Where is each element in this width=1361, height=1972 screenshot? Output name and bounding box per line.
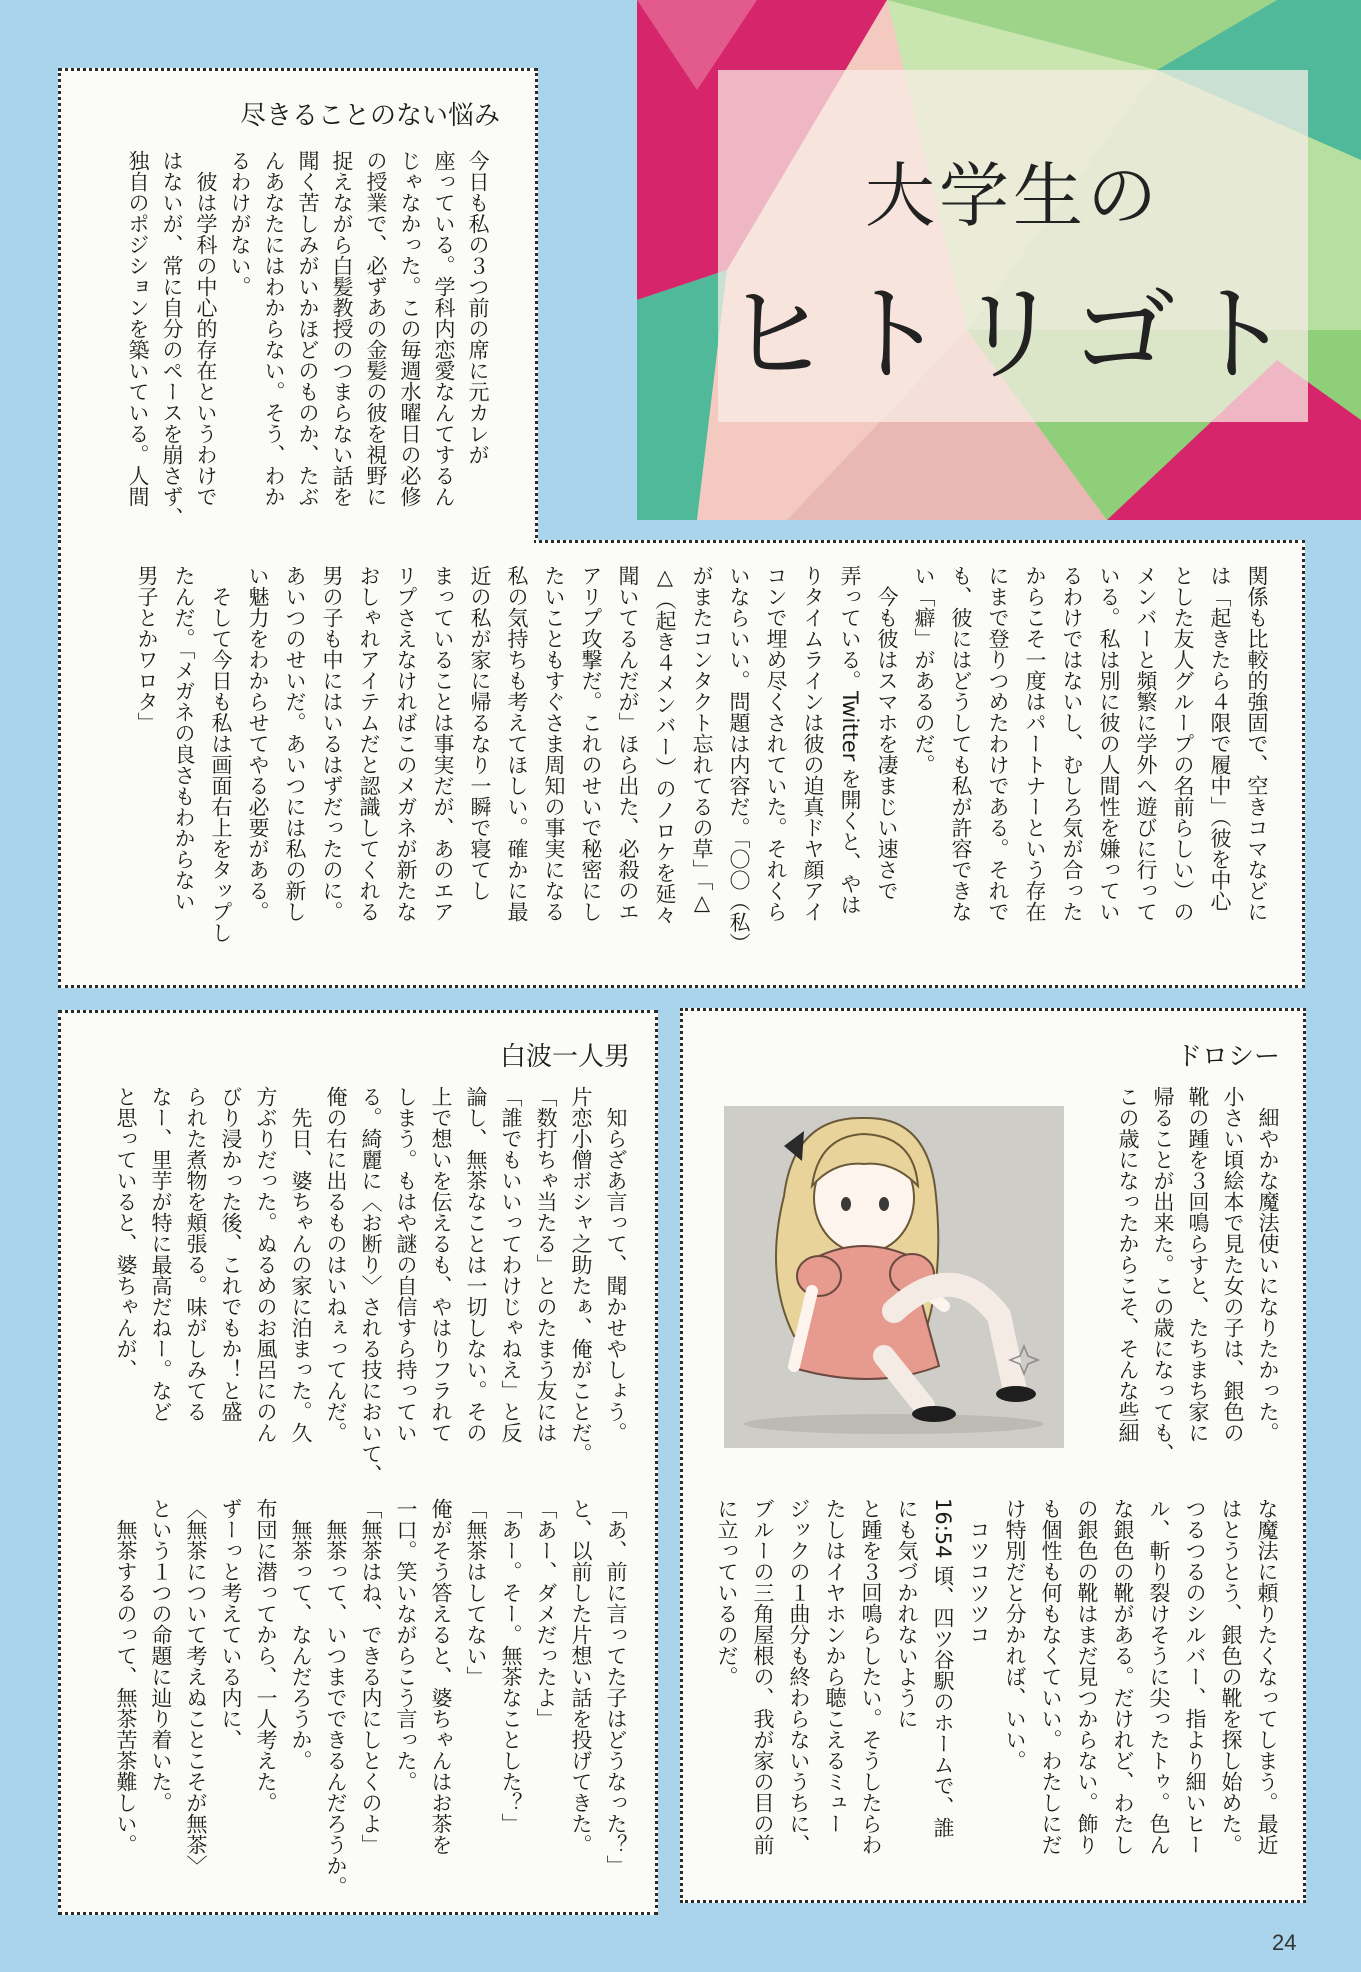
article3-body-bottom: な魔法に頼りたくなってしまう。最近 はとうとう、銀色の靴を探し始めた。 つるつるのシルバー、指より細いヒー ル、斬り裂けそうに尖ったトゥ。色ん な銀色の靴がある。だけれど、わたし の銀色の靴はまだ見つからない。飾り も個性も何もなくていい。わたしにだ け特別だと分かれば、いい。 コツコツツコ 16:54 頃、四ツ谷駅のホームで、誰 にも気づかれないように と踵を３回鳴らしたい。そうしたらわ たしはイヤホンから聴こえるミュー ジックの１曲分も終わらないうちに、 ブルーの三角屋根の、我が家の目の前 に立っているのだ。 [715,1498,1279,1855]
article3-byline: ドロシー [1175,1042,1280,1072]
article2-body-bottom: 「あ、前に言ってた子はどうなった？」 と、以前した片想い話を投げてきた。 「あー、ダメだったよ」 「あー。そー。無茶なことした？」 「無茶はしてない」 俺がそう答えると、婆ちゃんはお茶を 一口。笑いながらこう言った。 「無茶はね、できる内にしとくのよ」 無茶って、いつまでできるんだろうか。 無茶って、なんだろうか。 布団に潜ってから、一人考えた。 ずーっと考えている内に、 〈無茶について考えぬことこそが無茶〉 という１つの命題に辿り着いた。 無茶するのって、無茶苦茶難しい。 [114,1498,628,1897]
girl-in-pink-dress-icon [724,1106,1064,1448]
article2-body-top: 知らざあ言って、聞かせやしょう。 片恋小僧ボシャ之助たぁ、俺がことだ。 「数打ちゃ当たる」とのたまう友には 「誰でもいいってわけじゃねえ」と反 論し、無茶なことは一切しない。その 上で想いを伝えるも、やはりフラれて しまう。もはや謎の自信すら持ってい る。綺麗に〈お断り〉される技において、 俺の右に出るものはいねぇってんだ。 先日、婆ちゃんの家に泊まった。久 方ぶりだった。ぬるめのお風呂にのん びり浸かった後、これでもか！と盛 られた煮物を頬張る。味がしみてる なー、里芋が特に最高だねー。など と思っていると、婆ちゃんが、 [114,1086,628,1485]
article1-byline: 尽きることのない悩み [239,101,500,131]
article3-body-top: 細やかな魔法使いになりたかった。 小さい頃絵本で見た女の子は、銀色の 靴の踵を３回鳴らすと、たちまち家に 帰ることが出来た。この歳になっても、 この歳になったからこそ、そんな些細 [1116,1086,1280,1464]
article1-box-join [62,536,534,546]
page-number: 24 [1272,1930,1297,1955]
article1-body-continued: 関係も比較的強固で、空きコマなどに は「起きたら４限で履中」（彼を中心 とした友人グループの名前らしい）の メンバーと頻繁に学外へ遊びに行って いる。私は別に彼の人間性を嫌ってい るわけではないし、むしろ気が合った からこそ一度はパートナーという存在 にまで登りつめたわけである。それで も、彼にはどうしても私が許容できな い「癖」があるのだ。 今も彼はスマホを凄まじい速さで 弄っている。Twitter を開くと、やは りタイムラインは彼の迫真ドヤ顔アイ コンで埋め尽くされていた。それくら いならいい。問題は内容だ。「〇〇（私） がまたコンタクト忘れてるの草」「△ △（起き４メンバー）のノロケを延々 聞いてるんだが」ほら出た、必殺のエ アリプ攻撃だ。これのせいで秘密にし たいこともすぐさま周知の事実になる 私の気持ちも考えてほしい。確かに最 近の私が家に帰るなり一瞬で寝てし まっていることは事実だが、あのエア リプさえなければこのメガネが新たな おしゃれアイテムだと認識してくれる 男の子も中にはいるはずだったのに。 あいつのせいだ。あいつには私の新し い魅力をわからせてやる必要がある。 そして今日も私は画面右上をタップし たんだ。「メガネの良さもわからない 男子とかワロタ」 [135,565,1269,954]
article1-body: 今日も私の３つ前の席に元カレが 座っている。学科内恋愛なんてするん じゃなかった。この毎週水曜日の必修 の授業で、必ずあの金髪の彼を視野に 捉えながら白髪教授のつまらない話を 聞く苦しみがいかほどのものか、たぶ んあなたにはわからない。そう、わか るわけがない。 彼は学科の中心的存在というわけで はないが、常に自分のペースを崩さず、 独自のポジションを築いている。人間 [126,150,490,528]
page-title-line1: 大学生の [865,155,1161,237]
article2-byline: 白波一人男 [499,1042,630,1072]
girl-illustration [724,1106,1064,1448]
page-title-line2: ヒトリゴト [724,273,1302,396]
